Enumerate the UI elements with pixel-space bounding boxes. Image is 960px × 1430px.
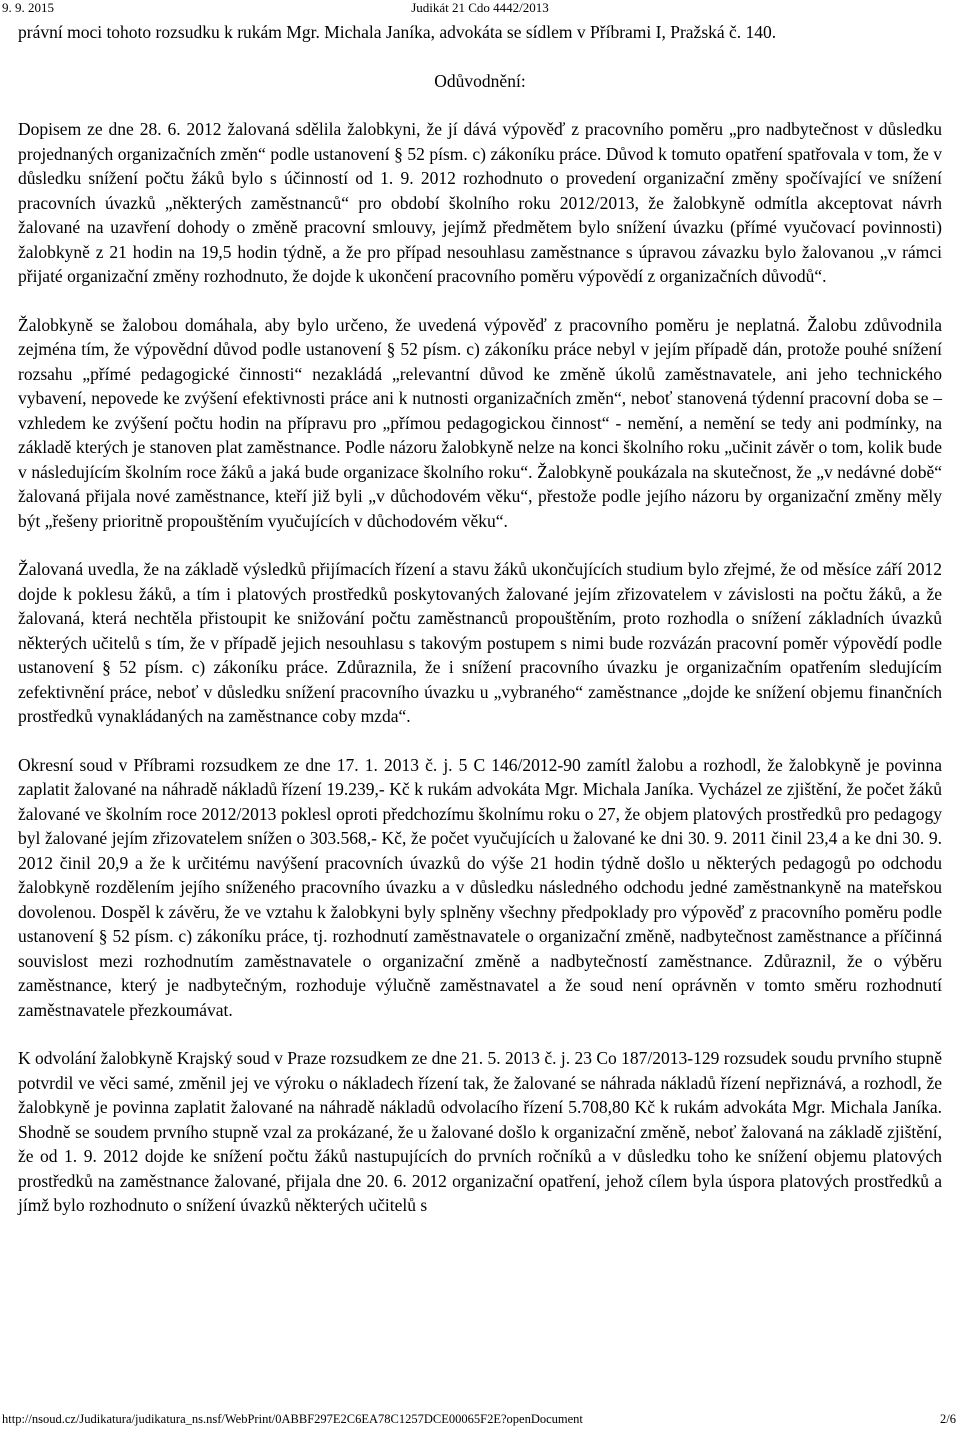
paragraph: Žalovaná uvedla, že na základě výsledků přijímacích řízení a stavu žáků ukončujících studium bylo zřejmé, že od měsíce září 2012 dojde k poklesu žáků, a tím i platových prostředků poskytovaných žalované jejím zřizovatelem v závislosti na počtu žáků, a že žalovaná, která nechtěla přistoupit ke snižování počtu zaměstnanců propouštěním, proto rozhodla o snížení základních úvazků některých učitelů s tím, že v případě jejich nesouhlasu s takovým postupem s nimi bude rozvázán pracovní poměr výpovědí podle ustanovení § 52 písm. c) zákoníku práce. Zdůraznila, že i snížení pracovního úvazku je organizačním opatřením sledujícím zefektivnění práce, neboť v důsledku snížení pracovního úvazku u „vybraného“ zaměstnance „dojde ke snížení objemu finančních prostředků vynakládaných na zaměstnance coby mzda“. [18, 559, 942, 726]
paragraph: Okresní soud v Příbrami rozsudkem ze dne 17. 1. 2013 č. j. 5 C 146/2012-90 zamítl žalobu a rozhodl, že žalobkyně je povinna zaplatit žalované na náhradě nákladů řízení 19.239,- Kč k rukám advokáta Mgr. Michala Janíka. Vycházel ze zjištění, že počet žáků žalované ve školním roce 2012/2013 poklesl oproti předchozímu školnímu roku o 27, že objem platových prostředků pro pedagogy byl žalované jejím zřizovatelem snížen o 303.568,- Kč, že počet vyučujících u žalované ke dni 30. 9. 2011 činil 23,4 a ke dni 30. 9. 2012 činil 20,9 a že k určitému navýšení pracovních úvazků do výše 21 hodin týdně došlo u některých pedagogů po odchodu žalobkyně rozdělením jejího sníženého pracovního úvazku a v důsledku následného odchodu jedné zaměstnankyně na mateřskou dovolenou. Dospěl k závěru, že ve vztahu k žalobkyni byly splněny všechny předpoklady pro výpověď z pracovního poměru podle ustanovení § 52 písm. c) zákoníku práce, tj. rozhodnutí zaměstnavatele o organizační změně, nadbytečnost zaměstnance a příčinná souvislost mezi rozhodnutím zaměstnavatele o organizační změně a nadbytečností zaměstnance. Zdůraznil, že o výběru zaměstnance, který je nadbytečným, rozhoduje výlučně zaměstnavatel a že soud není oprávněn v tomto směru rozhodnutí zaměstnavatele přezkoumávat. [18, 754, 942, 1020]
print-footer [0, 1411, 960, 1429]
page-number: 2/6 [940, 1412, 956, 1426]
section-heading: Odůvodnění: [434, 70, 526, 91]
print-date: 9. 9. 2015 [2, 0, 54, 15]
document-body [18, 20, 942, 1218]
document-title: Judikát 21 Cdo 4442/2013 [411, 0, 549, 15]
intro-text: právní moci tohoto rozsudku k rukám Mgr. Michala Janíka, advokáta se sídlem v Příbrami I, Pražská č. 140. [18, 22, 777, 42]
paragraph: Dopisem ze dne 28. 6. 2012 žalovaná sdělila žalobkyni, že jí dává výpověď z pracovního poměru „pro nadbytečnost v důsledku projednaných organizačních změn“ podle ustanovení § 52 písm. c) zákoníku práce. Důvod k tomuto opatření spatřovala v tom, že v důsledku snížení počtu žáků bylo s účinností od 1. 9. 2012 rozhodnuto o provedení organizační změny spočívající ve snížení pracovních úvazků „některých zaměstnanců“ pro období školního roku 2012/2013, že žalobkyně odmítla akceptovat návrh žalované na uzavření dohody o změně pracovní smlouvy, jejímž předmětem bylo snížení úvazku (přímé vyučovací povinnosti) žalobkyně z 21 hodin na 19,5 hodin týdně, a že pro případ nesouhlasu zaměstnance s úpravou závazku bylo žalovanou „v rámci přijaté organizační změny rozhodnuto, že dojde k ukončení pracovního poměru výpovědí z organizačních důvodů“. [18, 119, 942, 286]
print-header [0, 0, 960, 20]
paragraph: K odvolání žalobkyně Krajský soud v Praze rozsudkem ze dne 21. 5. 2013 č. j. 23 Co 187/2013-129 rozsudek soudu prvního stupně potvrdil ve věci samé, změnil jej ve výroku o nákladech řízení tak, že žalované se náhrada nákladů řízení nepřiznává, a rozhodl, že žalobkyně je povinna zaplatit žalované na náhradě nákladů odvolacího řízení 5.708,80 Kč k rukám advokáta Mgr. Michala Janíka. Shodně se soudem prvního stupně vzal za prokázané, že u žalované došlo k organizační změně, neboť žalovaná na základě zjištění, že od 1. 9. 2012 dojde ke snížení počtu žáků nastupujících do prvních ročníků a v důsledku toho ke snížení objemu platových prostředků na zaměstnance žalované, přijala dne 20. 6. 2012 organizační opatření, jehož cílem byla úspora platových prostředků a jímž bylo rozhodnuto o snížení úvazků některých učitelů s [18, 1048, 942, 1215]
source-url: http://nsoud.cz/Judikatura/judikatura_ns.nsf/WebPrint/0ABBF297E2C6EA78C1257DCE00065F2E?openDocument [2, 1412, 583, 1426]
paragraph: Žalobkyně se žalobou domáhala, aby bylo určeno, že uvedená výpověď z pracovního poměru je neplatná. Žalobu zdůvodnila zejména tím, že výpovědní důvod podle ustanovení § 52 písm. c) zákoníku práce nebyl v jejím případě dán, protože pouhé snížení rozsahu „přímé pedagogické činnosti“ nezakládá „relevantní důvod ke změně úkolů zaměstnavatele, ani jeho technického vybavení, nepovede ke zvýšení efektivnosti práce ani k nutnosti organizačních změn“, neboť stanovená týdenní pracovní doba se – vzhledem ke zvýšení počtu hodin na přípravu pro „přímou pedagogickou činnost“ - nemění, a nemění se tedy ani podmínky, na základě kterých je stanoven plat zaměstnance. Podle názoru žalobkyně nelze na konci školního roku „učinit závěr o tom, kolik bude v následujícím školním roce žáků a jaká bude organizace školního roku“. Žalobkyně poukázala na skutečnost, že „v nedávné době“ žalovaná přijala nové zaměstnance, kteří již byli „v důchodovém věku“, přestože podle jejího názoru by organizační změny měly být „řešeny prioritně propouštěním vyučujících v důchodovém věku“. [18, 314, 942, 531]
